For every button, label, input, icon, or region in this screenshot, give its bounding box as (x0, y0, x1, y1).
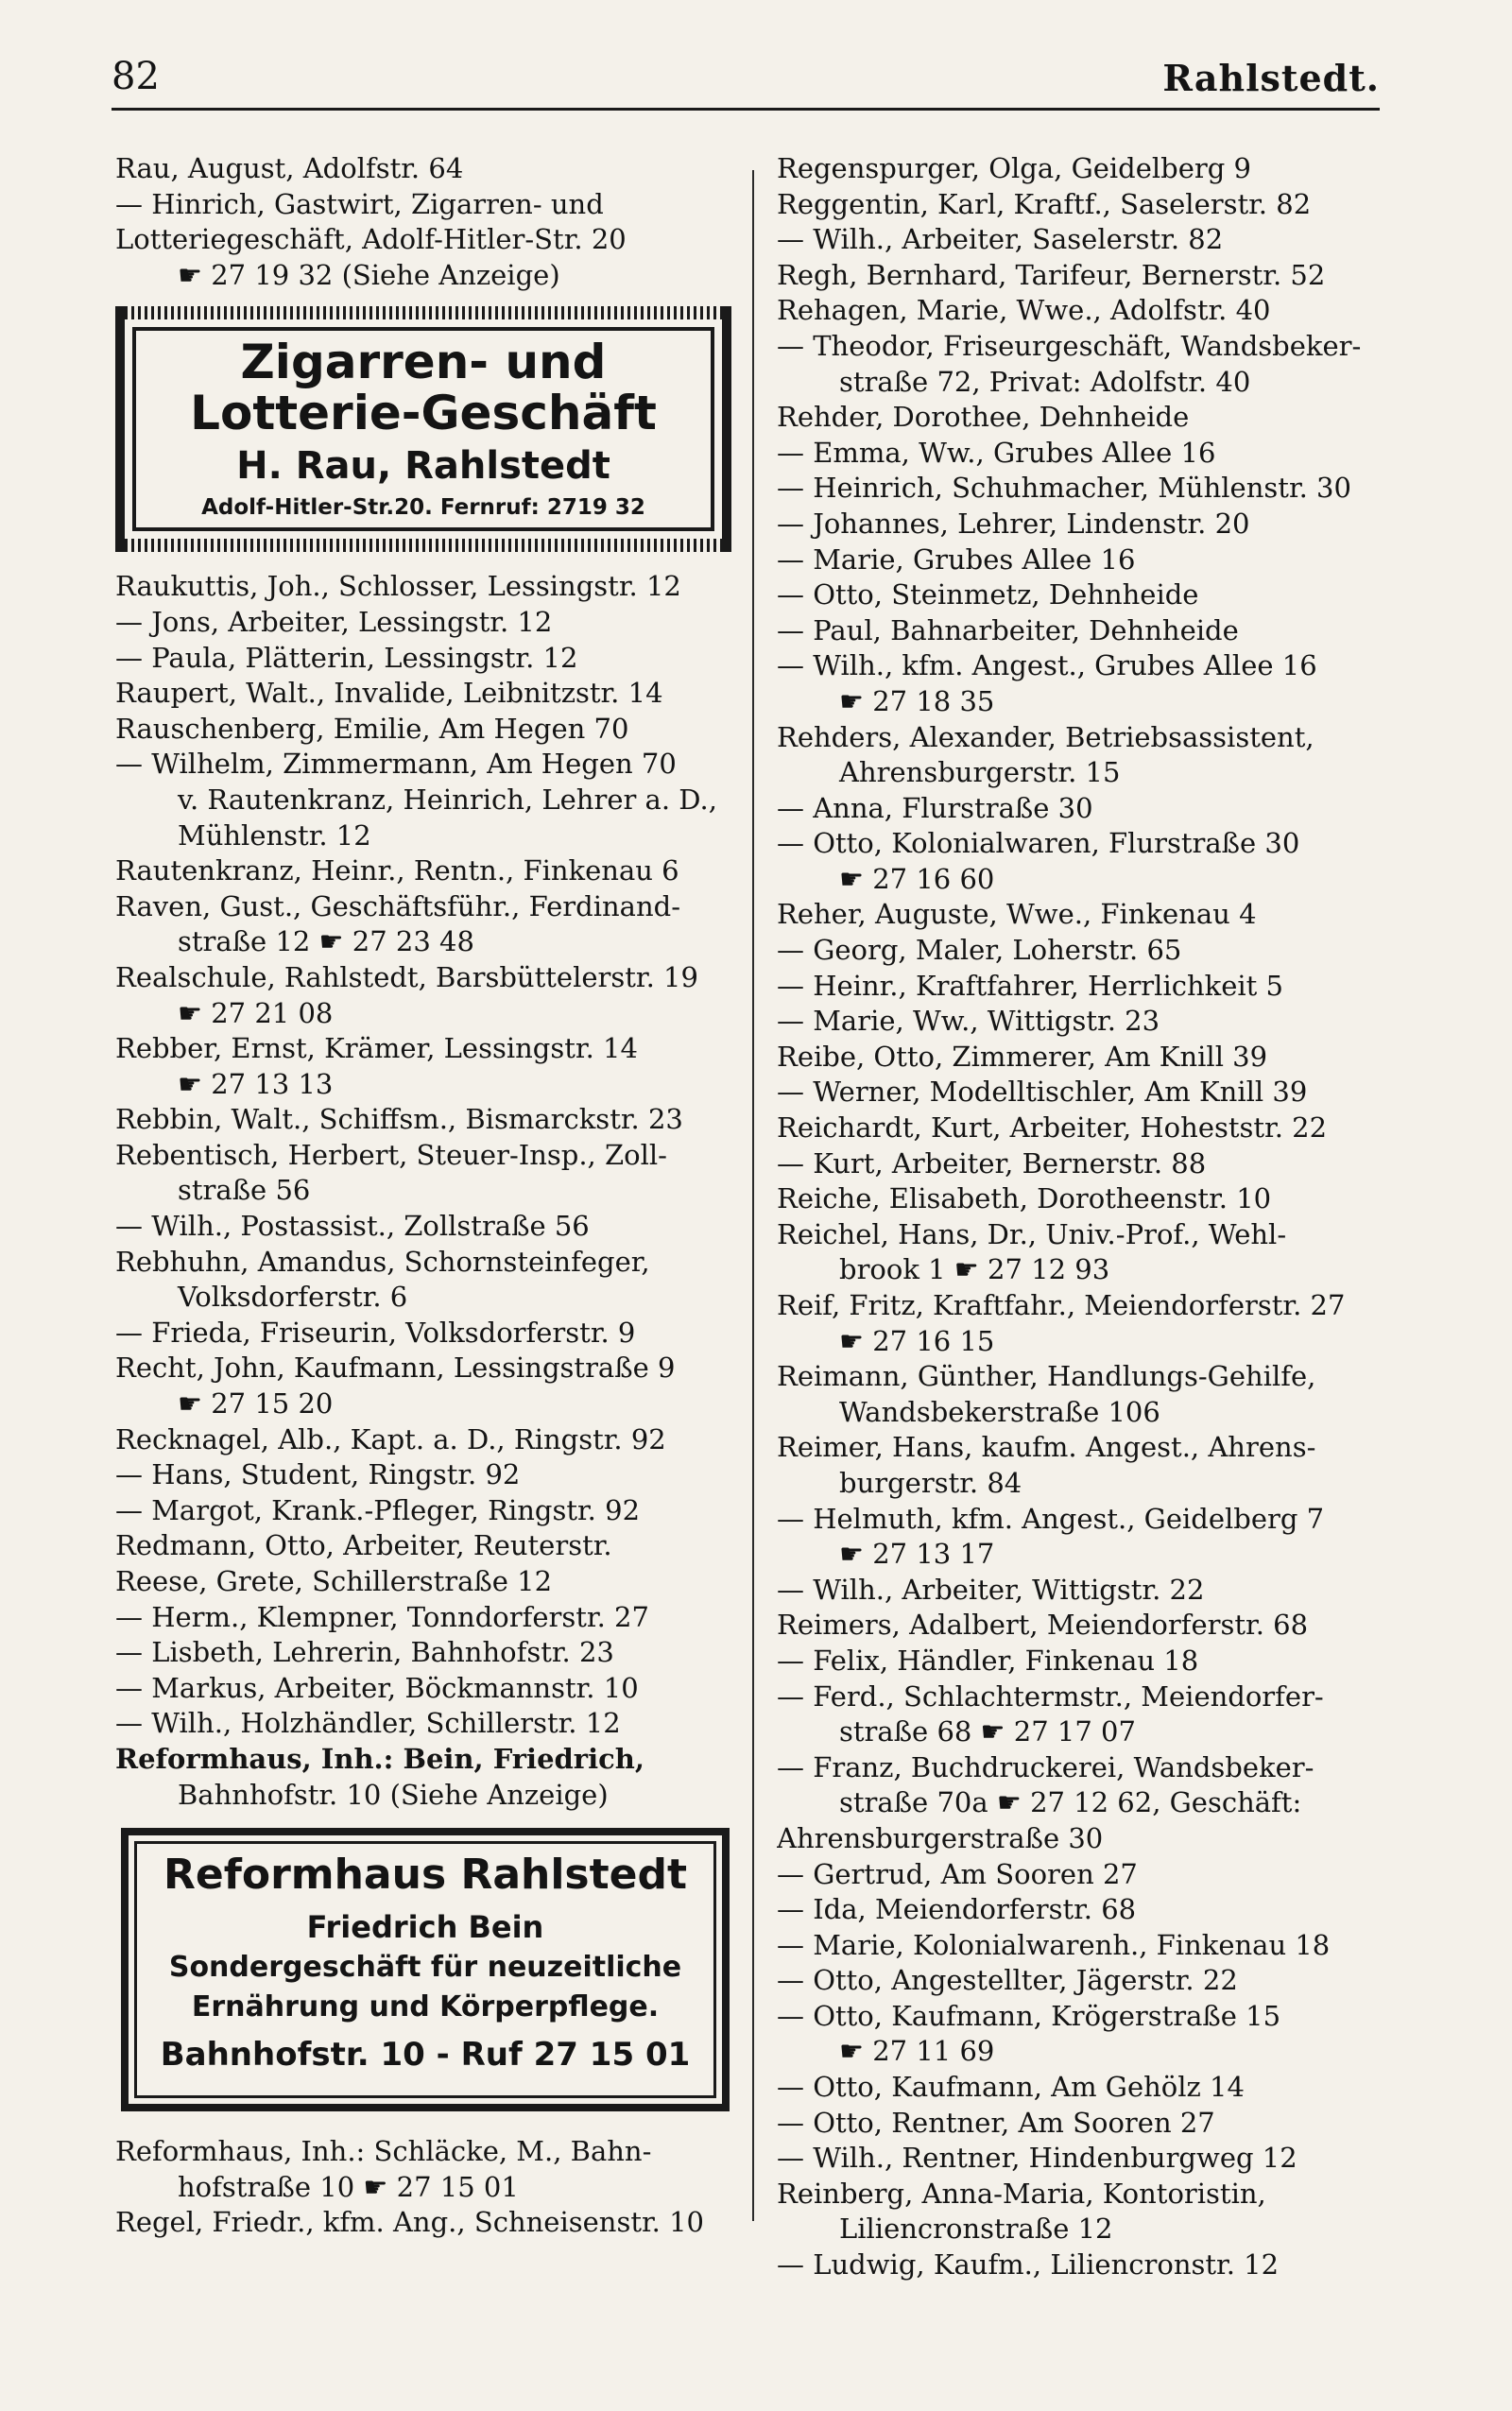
directory-entry-line: v. Rautenkranz, Heinrich, Lehrer a. D., (178, 783, 717, 816)
directory-entry-line: — Ida, Meiendorferstr. 68 (777, 1893, 1137, 1926)
directory-entry-line: Raven, Gust., Geschäftsführ., Ferdinand- (115, 889, 680, 922)
entries-block-3 (115, 2134, 731, 2241)
directory-entry-line: straße 70a ☛ 27 12 62, Geschäft: (839, 1786, 1302, 1819)
directory-entry-line: — Franz, Buchdruckerei, Wandsbeker- (777, 1750, 1314, 1783)
directory-entry-line: Reimann, Günther, Handlungs-Gehilfe, (777, 1360, 1316, 1393)
directory-entry-line: Redmann, Otto, Arbeiter, Reuterstr. (115, 1529, 612, 1562)
directory-entry-line: Reggentin, Karl, Kraftf., Saselerstr. 82 (777, 187, 1312, 220)
ad-reform-line2: Friedrich Bein (306, 1909, 544, 1946)
directory-entry-line: ☛ 27 13 17 (839, 1538, 995, 1571)
ad-cigar-line2: Lotterie-Geschäft (190, 386, 657, 441)
directory-entry-line: — Gertrud, Am Sooren 27 (777, 1857, 1138, 1890)
directory-entry-line: Regenspurger, Olga, Geidelberg 9 (777, 152, 1251, 184)
directory-entry-line: — Otto, Kaufmann, Am Gehölz 14 (777, 2071, 1245, 2104)
directory-entry-line: — Emma, Ww., Grubes Allee 16 (777, 436, 1216, 469)
directory-entry-line: Reher, Auguste, Wwe., Finkenau 4 (777, 898, 1257, 931)
directory-entry-line: Recknagel, Alb., Kapt. a. D., Ringstr. 92 (115, 1422, 666, 1455)
directory-entry-line: Reiche, Elisabeth, Dorotheenstr. 10 (777, 1182, 1272, 1215)
directory-entry-line: — Wilhelm, Zimmermann, Am Hegen 70 (115, 748, 677, 781)
ad-cigar-shop (115, 306, 731, 552)
page-header (112, 49, 1380, 111)
directory-entry-line: Rauschenberg, Emilie, Am Hegen 70 (115, 712, 629, 745)
directory-entry-line: — Wilh., kfm. Angest., Grubes Allee 16 (777, 649, 1317, 682)
directory-entry-line: — Lisbeth, Lehrerin, Bahnhofstr. 23 (115, 1636, 614, 1669)
directory-entry-line: — Paul, Bahnarbeiter, Dehnheide (777, 613, 1239, 646)
directory-entry-line: — Kurt, Arbeiter, Bernerstr. 88 (777, 1146, 1207, 1180)
directory-entry-line: — Otto, Kaufmann, Krögerstraße 15 (777, 1999, 1281, 2032)
ad-reformhaus (121, 1828, 730, 2111)
directory-entry-line: Rebhuhn, Amandus, Schornsteinfeger, (115, 1245, 650, 1278)
directory-entry-line: brook 1 ☛ 27 12 93 (839, 1253, 1110, 1286)
directory-entry-line: Rebentisch, Herbert, Steuer-Insp., Zoll- (115, 1138, 667, 1171)
directory-entry-line: straße 56 (178, 1174, 311, 1207)
directory-entry-line: — Otto, Angestellter, Jägerstr. 22 (777, 1964, 1238, 1997)
directory-entry-line: Rehders, Alexander, Betriebsassistent, (777, 720, 1314, 753)
directory-entry-line: Regel, Friedr., kfm. Ang., Schneisenstr. 10 (115, 2206, 705, 2239)
running-head: Rahlstedt. (1162, 57, 1380, 99)
ad-cigar-line3: H. Rau, Rahlstedt (236, 444, 610, 489)
directory-entry-line: Volksdorferstr. 6 (178, 1281, 408, 1314)
directory-entry-line: — Wilh., Arbeiter, Wittigstr. 22 (777, 1573, 1205, 1606)
directory-entry-line: Reif, Fritz, Kraftfahr., Meiendorferstr. 27 (777, 1289, 1346, 1321)
directory-entry-line: — Marie, Kolonialwarenh., Finkenau 18 (777, 1928, 1331, 1961)
directory-entry-line: Raukuttis, Joh., Schlosser, Lessingstr. 12 (115, 570, 681, 603)
directory-entry-line: straße 68 ☛ 27 17 07 (839, 1715, 1136, 1748)
directory-entry-line: — Georg, Maler, Loherstr. 65 (777, 934, 1182, 967)
directory-entry-line: Reinberg, Anna-Maria, Kontoristin, (777, 2177, 1266, 2210)
directory-entry-line: ☛ 27 16 15 (839, 1324, 995, 1357)
directory-entry-line: Reichardt, Kurt, Arbeiter, Hoheststr. 22 (777, 1111, 1328, 1145)
directory-entry-line: Rautenkranz, Heinr., Rentn., Finkenau 6 (115, 854, 679, 887)
directory-entry-line: Reformhaus, Inh.: Schläcke, M., Bahn- (115, 2135, 652, 2168)
directory-entry-line: straße 72, Privat: Adolfstr. 40 (839, 365, 1251, 398)
directory-entry-line: — Hinrich, Gastwirt, Zigarren- und (115, 187, 604, 220)
directory-entry-line: Realschule, Rahlstedt, Barsbüttelerstr. 19 (115, 960, 698, 993)
directory-entry-line: — Ferd., Schlachtermstr., Meiendorfer- (777, 1679, 1324, 1713)
directory-entry-line: — Helmuth, kfm. Angest., Geidelberg 7 (777, 1502, 1325, 1535)
directory-entry-line: Rebbin, Walt., Schiffsm., Bismarckstr. 23 (115, 1103, 683, 1136)
ad-reform-line3: Sondergeschäft für neuzeitliche (168, 1951, 682, 1985)
directory-entry-line: — Wilh., Arbeiter, Saselerstr. 82 (777, 223, 1224, 256)
ad-cigar-line1: Zigarren- und (240, 335, 607, 390)
directory-entry-line: ☛ 27 19 32 (Siehe Anzeige) (178, 258, 560, 291)
directory-entry-line: ☛ 27 13 13 (178, 1067, 334, 1100)
page-number: 82 (112, 55, 160, 98)
ad-reform-line1: Reformhaus Rahlstedt (163, 1851, 688, 1900)
directory-entry-line: Wandsbekerstraße 106 (839, 1395, 1160, 1428)
directory-entry-line: — Wilh., Rentner, Hindenburgweg 12 (777, 2142, 1297, 2175)
directory-entry-line: — Johannes, Lehrer, Lindenstr. 20 (777, 507, 1250, 540)
directory-entry-line: Mühlenstr. 12 (178, 818, 371, 852)
directory-entry-line: ☛ 27 16 60 (839, 862, 995, 895)
directory-entry-line: hofstraße 10 ☛ 27 15 01 (178, 2170, 519, 2203)
directory-entry-line: ☛ 27 18 35 (839, 684, 995, 717)
directory-entry-line: ☛ 27 21 08 (178, 996, 334, 1029)
directory-entry-line: Raupert, Walt., Invalide, Leibnitzstr. 14 (115, 677, 663, 710)
directory-entry-line: burgerstr. 84 (839, 1466, 1022, 1499)
directory-entry-line: straße 12 ☛ 27 23 48 (178, 925, 474, 958)
directory-entry-line: Regh, Bernhard, Tarifeur, Bernerstr. 52 (777, 258, 1326, 291)
ad-cigar-line4: Adolf-Hitler-Str.20. Fernruf: 2719 32 (201, 495, 645, 521)
directory-entry-line: — Margot, Krank.-Pfleger, Ringstr. 92 (115, 1493, 641, 1526)
directory-entry-line: — Markus, Arbeiter, Böckmannstr. 10 (115, 1671, 639, 1704)
right-column (777, 151, 1400, 2283)
directory-entry-line: Bahnhofstr. 10 (Siehe Anzeige) (178, 1778, 609, 1811)
directory-entry-line: — Herm., Klempner, Tonndorferstr. 27 (115, 1600, 649, 1633)
directory-entry-line: — Wilh., Postassist., Zollstraße 56 (115, 1210, 590, 1243)
directory-entry-line: — Otto, Kolonialwaren, Flurstraße 30 (777, 827, 1300, 860)
directory-entry-line: Rau, August, Adolfstr. 64 (115, 152, 464, 184)
column-divider (752, 170, 754, 2221)
directory-entry-line: Ahrensburgerstraße 30 (777, 1821, 1104, 1854)
directory-entry-line: — Marie, Ww., Wittigstr. 23 (777, 1005, 1160, 1038)
directory-entry-line: Reformhaus, Inh.: Bein, Friedrich, (115, 1742, 644, 1775)
directory-entry-line: — Heinr., Kraftfahrer, Herrlichkeit 5 (777, 969, 1283, 1002)
entries-block-1 (115, 151, 731, 293)
directory-entry-line: Ahrensburgerstr. 15 (839, 756, 1121, 789)
directory-entry-line: — Heinrich, Schuhmacher, Mühlenstr. 30 (777, 472, 1351, 505)
directory-entry-line: Reimers, Adalbert, Meiendorferstr. 68 (777, 1609, 1309, 1642)
directory-entry-line: ☛ 27 11 69 (839, 2035, 995, 2068)
entries-right (777, 151, 1400, 2283)
entries-block-2 (115, 569, 731, 1813)
directory-entry-line: — Felix, Händler, Finkenau 18 (777, 1644, 1199, 1677)
directory-entry-line: — Jons, Arbeiter, Lessingstr. 12 (115, 605, 553, 638)
directory-entry-line: Rehder, Dorothee, Dehnheide (777, 401, 1190, 434)
directory-entry-line: — Ludwig, Kaufm., Liliencronstr. 12 (777, 2248, 1280, 2282)
directory-entry-line: ☛ 27 15 20 (178, 1387, 334, 1421)
directory-entry-line: Reibe, Otto, Zimmerer, Am Knill 39 (777, 1040, 1268, 1073)
directory-entry-line: — Hans, Student, Ringstr. 92 (115, 1458, 521, 1491)
directory-entry-line: — Marie, Grubes Allee 16 (777, 542, 1136, 576)
directory-entry-line: — Otto, Steinmetz, Dehnheide (777, 578, 1199, 611)
directory-entry-line: Reese, Grete, Schillerstraße 12 (115, 1565, 553, 1597)
ad-reform-line5: Bahnhofstr. 10 - Ruf 27 15 01 (160, 2036, 691, 2075)
directory-entry-line: — Anna, Flurstraße 30 (777, 791, 1093, 824)
directory-entry-line: Rebber, Ernst, Krämer, Lessingstr. 14 (115, 1032, 638, 1065)
directory-entry-line: — Theodor, Friseurgeschäft, Wandsbeker- (777, 329, 1362, 362)
directory-entry-line: — Wilh., Holzhändler, Schillerstr. 12 (115, 1707, 621, 1740)
directory-entry-line: — Paula, Plätterin, Lessingstr. 12 (115, 641, 578, 674)
directory-entry-line: — Werner, Modelltischler, Am Knill 39 (777, 1076, 1308, 1109)
directory-entry-line: Rehagen, Marie, Wwe., Adolfstr. 40 (777, 294, 1271, 327)
directory-entry-line: Reimer, Hans, kaufm. Angest., Ahrens- (777, 1431, 1316, 1464)
directory-entry-line: Lotteriegeschäft, Adolf-Hitler-Str. 20 (115, 223, 627, 256)
directory-entry-line: — Frieda, Friseurin, Volksdorferstr. 9 (115, 1316, 636, 1349)
left-column (115, 151, 731, 2241)
directory-entry-line: Liliencronstraße 12 (839, 2213, 1113, 2246)
directory-entry-line: — Otto, Rentner, Am Sooren 27 (777, 2106, 1215, 2139)
ad-reform-line4: Ernährung und Körperpflege. (191, 1990, 660, 2024)
directory-entry-line: Recht, John, Kaufmann, Lessingstraße 9 (115, 1352, 676, 1385)
directory-entry-line: Reichel, Hans, Dr., Univ.-Prof., Wehl- (777, 1217, 1287, 1250)
